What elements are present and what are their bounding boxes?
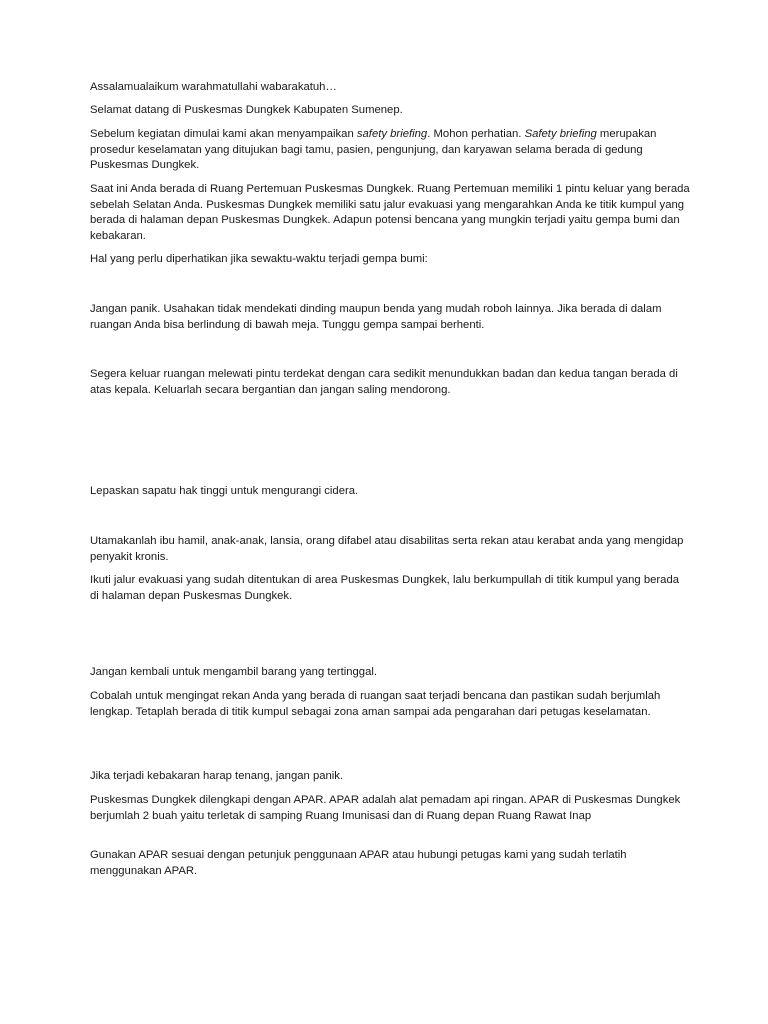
fire-heading-paragraph: Jika terjadi kebakaran harap tenang, jangan panik. bbox=[90, 770, 344, 782]
earthquake-tip-1: Jangan panik. Usahakan tidak mendekati dinding maupun benda yang mudah roboh lainnya. Jika berada di dalam ruangan Anda bisa berlindung di bawah meja. Tunggu gempa sampai berhenti. bbox=[90, 303, 662, 331]
apar-usage-paragraph: Gunakan APAR sesuai dengan petunjuk penggunaan APAR atau hubungi petugas kami yang sudah terlatih menggunakan APAR. bbox=[90, 849, 627, 877]
earthquake-heading-paragraph: Hal yang perlu diperhatikan jika sewaktu-waktu terjadi gempa bumi: bbox=[90, 253, 428, 265]
welcome-paragraph: Selamat datang di Puskesmas Dungkek Kabupaten Sumenep. bbox=[90, 104, 403, 116]
earthquake-tip-7: Cobalah untuk mengingat rekan Anda yang berada di ruangan saat terjadi bencana dan pastikan sudah berjumlah lengkap. Tetaplah berada di titik kumpul sebagai zona aman sampai ada pengarahan dari petugas keselamatan. bbox=[90, 690, 661, 718]
intro-text-a: Sebelum kegiatan dimulai kami akan menyampaikan bbox=[90, 128, 357, 140]
intro-text-safety-briefing-2: Safety briefing bbox=[524, 128, 597, 140]
intro-text-c: . Mohon perhatian. bbox=[427, 128, 525, 140]
apar-paragraph: Puskesmas Dungkek dilengkapi dengan APAR. APAR adalah alat pemadam api ringan. APAR di Puskesmas Dungkek berjumlah 2 buah yaitu terletak di samping Ruang Imunisasi dan di Ruang depan Ruang Rawat Inap bbox=[90, 794, 681, 822]
intro-text-safety-briefing: safety briefing bbox=[356, 128, 428, 140]
intro-text-e: merupakan prosedur keselamatan yang ditujukan bagi tamu, pasien, pengunjung, dan karyawan selama berada di gedung Puskesmas Dungkek. bbox=[90, 128, 657, 171]
greeting-paragraph: Assalamualaikum warahmatullahi wabarakatuh… bbox=[90, 81, 337, 93]
location-paragraph: Saat ini Anda berada di Ruang Pertemuan Puskesmas Dungkek. Ruang Pertemuan memiliki 1 pintu keluar yang berada sebelah Selatan Anda. Puskesmas Dungkek memiliki satu jalur evakuasi yang mengarahkan Anda ke titik kumpul yang berada di halaman depan Puskesmas Dungkek. Adapun potensi bencana yang mungkin terjadi yaitu gempa bumi dan kebakaran. bbox=[90, 183, 690, 242]
earthquake-tip-2: Segera keluar ruangan melewati pintu terdekat dengan cara sedikit menundukkan badan dan kedua tangan berada di atas kepala. Keluarlah secara bergantian dan jangan saling mendorong. bbox=[90, 368, 678, 396]
earthquake-tip-3: Lepaskan sapatu hak tinggi untuk mengurangi cidera. bbox=[90, 485, 359, 497]
earthquake-tip-5: Ikuti jalur evakuasi yang sudah ditentukan di area Puskesmas Dungkek, lalu berkumpullah di titik kumpul yang berada di halaman depan Puskesmas Dungkek. bbox=[90, 574, 680, 602]
intro-paragraph bbox=[90, 127, 690, 174]
earthquake-tip-4: Utamakanlah ibu hamil, anak-anak, lansia, orang difabel atau disabilitas serta rekan atau kerabat anda yang mengidap penyakit kronis. bbox=[90, 535, 684, 563]
earthquake-tip-6: Jangan kembali untuk mengambil barang yang tertinggal. bbox=[90, 666, 377, 678]
